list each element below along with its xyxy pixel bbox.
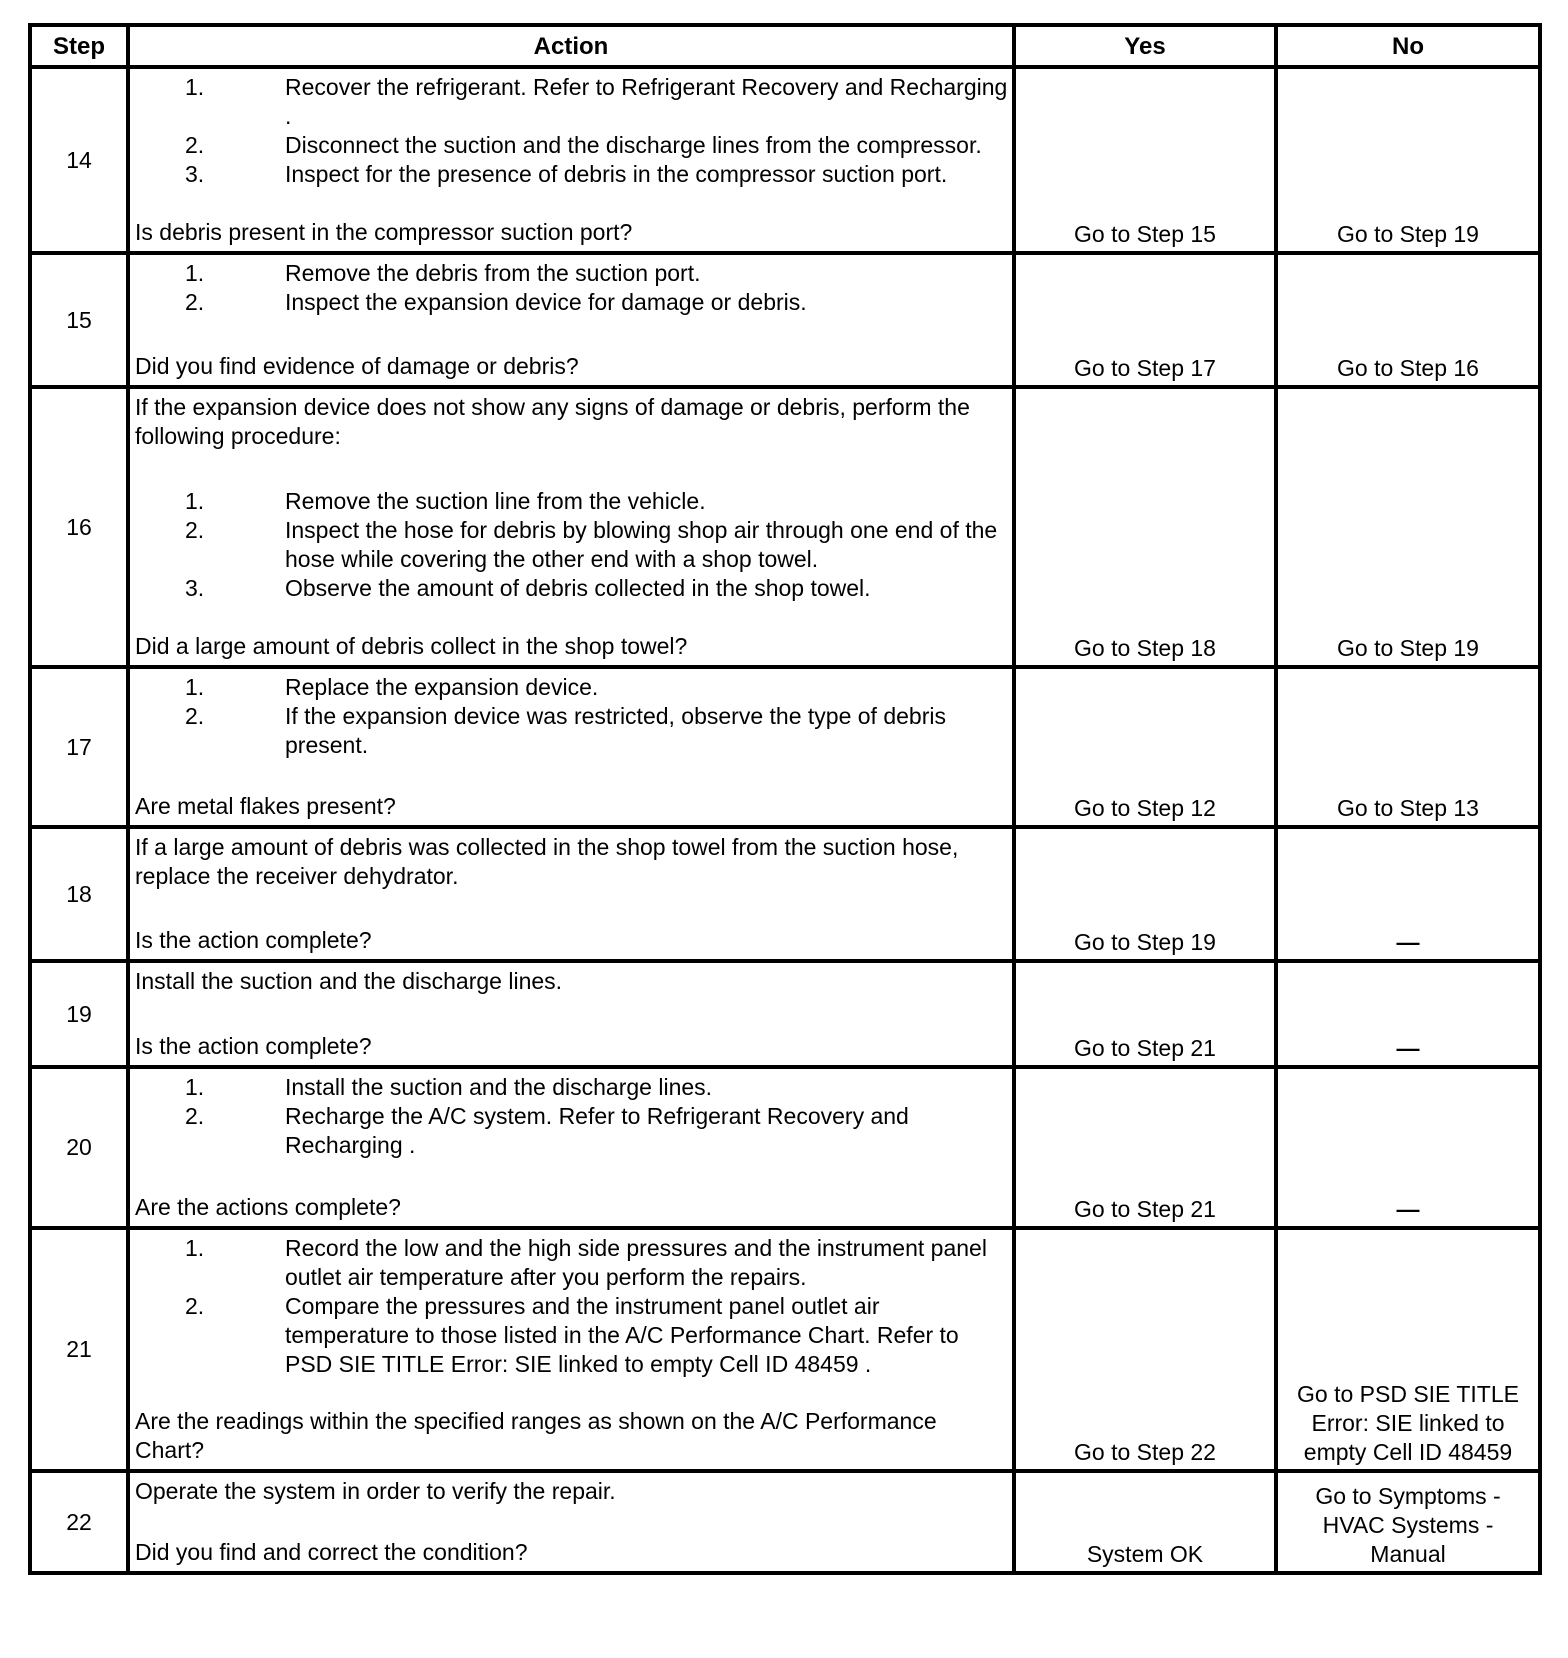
procedure-item-number: 1. — [185, 674, 205, 700]
procedure-item-number: 1. — [185, 260, 205, 286]
step-number: 20 — [30, 1067, 128, 1228]
action-intro: If a large amount of debris was collected in the shop towel from the suction hose, replace the receiver dehydrator. — [135, 834, 959, 889]
procedure-item — [135, 1292, 1008, 1379]
table-row — [30, 67, 1540, 253]
procedure-list — [135, 487, 1008, 603]
procedure-item-number: 2. — [185, 517, 205, 543]
no-answer: Go to Step 19 — [1276, 387, 1540, 667]
table-row — [30, 827, 1540, 961]
no-answer: Go to Symptoms - HVAC Systems - Manual — [1276, 1471, 1540, 1573]
no-answer: Go to Step 13 — [1276, 667, 1540, 827]
step-number: 18 — [30, 827, 128, 961]
action-cell — [128, 667, 1014, 827]
procedure-list — [135, 259, 1008, 317]
header-action: Action — [128, 25, 1014, 67]
procedure-item-number: 2. — [185, 1103, 205, 1129]
action-cell — [128, 67, 1014, 253]
action-intro: If the expansion device does not show any signs of damage or debris, perform the following procedure: — [135, 394, 970, 449]
yes-answer: Go to Step 22 — [1014, 1228, 1276, 1471]
yes-answer: Go to Step 17 — [1014, 253, 1276, 387]
no-answer: Go to Step 16 — [1276, 253, 1540, 387]
action-question: Did you find evidence of damage or debris? — [135, 353, 579, 379]
no-answer: Go to Step 19 — [1276, 67, 1540, 253]
table-row — [30, 1228, 1540, 1471]
procedure-item-text: Record the low and the high side pressures and the instrument panel outlet air temperature after you perform the repairs. — [285, 1235, 987, 1290]
procedure-list — [135, 673, 1008, 760]
action-intro: Install the suction and the discharge lines. — [135, 968, 563, 994]
no-answer: — — [1276, 961, 1540, 1067]
header-no: No — [1276, 25, 1540, 67]
yes-answer: System OK — [1014, 1471, 1276, 1573]
procedure-item — [135, 702, 1008, 760]
procedure-item-text: Inspect for the presence of debris in the compressor suction port. — [285, 161, 948, 187]
procedure-list — [135, 1073, 1008, 1160]
procedure-item-text: Remove the suction line from the vehicle. — [285, 488, 706, 514]
header-step: Step — [30, 25, 128, 67]
action-question: Did a large amount of debris collect in the shop towel? — [135, 633, 688, 659]
step-number: 17 — [30, 667, 128, 827]
action-question: Is the action complete? — [135, 1033, 372, 1059]
action-cell — [128, 1228, 1014, 1471]
procedure-item-text: Compare the pressures and the instrument panel outlet air temperature to those listed in the A/C Performance Chart. Refer to PSD SIE TITLE Error: SIE linked to empty Cell ID 48459 . — [285, 1293, 959, 1377]
action-cell — [128, 387, 1014, 667]
action-cell — [128, 961, 1014, 1067]
no-answer: Go to PSD SIE TITLE Error: SIE linked to empty Cell ID 48459 — [1276, 1228, 1540, 1471]
procedure-item — [135, 487, 1008, 516]
no-answer: — — [1276, 1067, 1540, 1228]
procedure-item-text: Observe the amount of debris collected in the shop towel. — [285, 575, 871, 601]
procedure-item-number: 3. — [185, 575, 205, 601]
action-cell — [128, 253, 1014, 387]
action-cell — [128, 827, 1014, 961]
procedure-item — [135, 673, 1008, 702]
procedure-item-number: 2. — [185, 289, 205, 315]
procedure-item-text: Recharge the A/C system. Refer to Refrigerant Recovery and Recharging . — [285, 1103, 909, 1158]
table-row — [30, 667, 1540, 827]
header-yes: Yes — [1014, 25, 1276, 67]
table-row — [30, 1067, 1540, 1228]
procedure-list — [135, 73, 1008, 189]
step-number: 19 — [30, 961, 128, 1067]
yes-answer: Go to Step 21 — [1014, 961, 1276, 1067]
no-answer: — — [1276, 827, 1540, 961]
procedure-item — [135, 160, 1008, 189]
yes-answer: Go to Step 18 — [1014, 387, 1276, 667]
procedure-item — [135, 259, 1008, 288]
table-row — [30, 387, 1540, 667]
procedure-item-text: Disconnect the suction and the discharge lines from the compressor. — [285, 132, 982, 158]
table-row — [30, 253, 1540, 387]
procedure-item-number: 2. — [185, 1293, 205, 1319]
action-cell — [128, 1471, 1014, 1573]
action-intro: Operate the system in order to verify the repair. — [135, 1478, 616, 1504]
procedure-item-text: Replace the expansion device. — [285, 674, 599, 700]
action-question: Did you find and correct the condition? — [135, 1539, 528, 1565]
procedure-list — [135, 1234, 1008, 1379]
procedure-item — [135, 1102, 1008, 1160]
procedure-item-text: If the expansion device was restricted, observe the type of debris present. — [285, 703, 946, 758]
procedure-item — [135, 516, 1008, 574]
procedure-item-text: Inspect the expansion device for damage or debris. — [285, 289, 807, 315]
yes-answer: Go to Step 19 — [1014, 827, 1276, 961]
step-number: 14 — [30, 67, 128, 253]
diagnostic-table — [28, 23, 1542, 1575]
procedure-item-text: Install the suction and the discharge lines. — [285, 1074, 713, 1100]
step-number: 21 — [30, 1228, 128, 1471]
action-question: Is the action complete? — [135, 927, 372, 953]
procedure-item-number: 1. — [185, 1235, 205, 1261]
procedure-item-number: 2. — [185, 703, 205, 729]
procedure-item — [135, 1234, 1008, 1292]
action-cell — [128, 1067, 1014, 1228]
procedure-item-number: 1. — [185, 1074, 205, 1100]
action-question: Are the readings within the specified ranges as shown on the A/C Performance Chart? — [135, 1408, 937, 1463]
action-question: Are the actions complete? — [135, 1194, 401, 1220]
procedure-item — [135, 574, 1008, 603]
yes-answer: Go to Step 15 — [1014, 67, 1276, 253]
table-row — [30, 1471, 1540, 1573]
procedure-item — [135, 1073, 1008, 1102]
procedure-item-number: 1. — [185, 74, 205, 100]
procedure-item-number: 3. — [185, 161, 205, 187]
step-number: 22 — [30, 1471, 128, 1573]
procedure-item — [135, 288, 1008, 317]
action-question: Is debris present in the compressor suction port? — [135, 219, 633, 245]
procedure-item-number: 2. — [185, 132, 205, 158]
table-row — [30, 961, 1540, 1067]
header-row — [30, 25, 1540, 67]
procedure-item-text: Remove the debris from the suction port. — [285, 260, 701, 286]
table-body — [30, 67, 1540, 1573]
procedure-item-number: 1. — [185, 488, 205, 514]
action-question: Are metal flakes present? — [135, 793, 396, 819]
yes-answer: Go to Step 21 — [1014, 1067, 1276, 1228]
step-number: 15 — [30, 253, 128, 387]
procedure-item-text: Inspect the hose for debris by blowing shop air through one end of the hose while covering the other end with a shop towel. — [285, 517, 998, 572]
procedure-item — [135, 73, 1008, 131]
step-number: 16 — [30, 387, 128, 667]
procedure-item-text: Recover the refrigerant. Refer to Refrigerant Recovery and Recharging . — [285, 74, 1008, 129]
procedure-item — [135, 131, 1008, 160]
yes-answer: Go to Step 12 — [1014, 667, 1276, 827]
